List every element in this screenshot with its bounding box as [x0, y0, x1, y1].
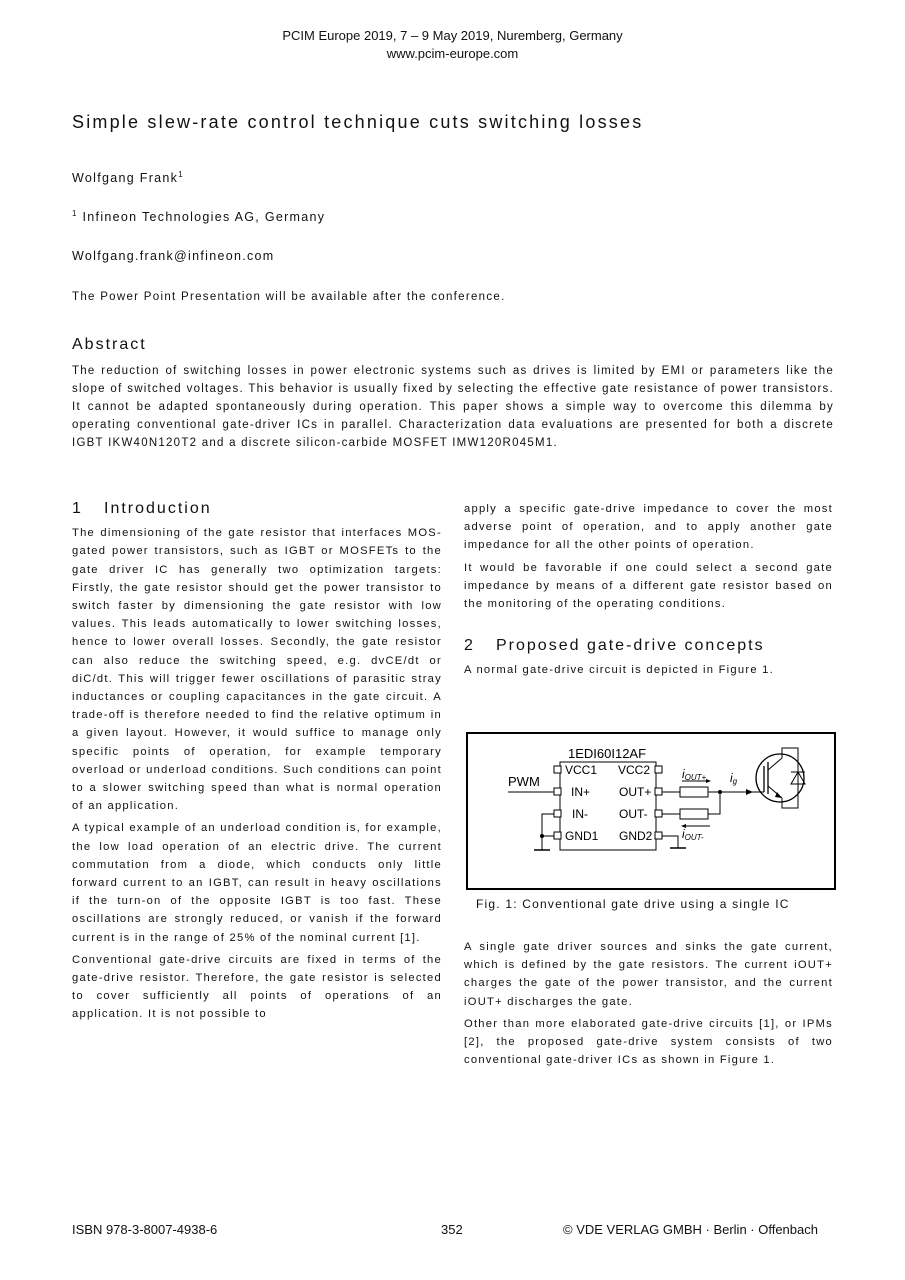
- section-1-number: 1: [72, 500, 83, 517]
- iout-plus-arrowhead: [706, 779, 711, 783]
- abstract-heading: Abstract: [72, 336, 147, 353]
- col2-paragraph-2: It would be favorable if one could select a second gate impedance by means of a different gate resistor based on the monitoring of the operating conditions.: [464, 561, 833, 611]
- pin-label-in-plus: IN+: [571, 785, 591, 799]
- pin-label-out-minus: OUT-: [619, 807, 648, 821]
- pin-gnd1: [554, 832, 561, 839]
- conference-website[interactable]: www.pcim-europe.com: [386, 46, 519, 61]
- pin-gnd2: [655, 832, 662, 839]
- section-2-heading: [464, 637, 833, 655]
- affiliation-line: [72, 209, 325, 224]
- author-superscript: 1: [178, 170, 184, 179]
- section-2-paragraph-1: A single gate driver sources and sinks the gate current, which is defined by the gate resistors. The current iOUT+ charges the gate of the power transistor, and the current iOUT+ discharges the gate.: [464, 941, 833, 1008]
- abstract-text: The reduction of switching losses in power electronic systems such as drives is limited by EMI or parameters like the slope of switched voltages. This behavior is usually fixed by selecting the effective gate resistance of power transistors. It cannot be adapted spontaneously during operation. This paper shows a simple way to overcome this dilemma by operating conventional gate-driver ICs in parallel. Characterization data evaluations are presented for both a discrete IGBT IKW40N120T2 and a discrete silicon-carbide MOSFET IMW120R045M1.: [72, 365, 834, 449]
- pin-label-gnd2: GND2: [619, 829, 653, 843]
- author-email[interactable]: Wolfgang.frank@infineon.com: [72, 249, 275, 263]
- presentation-note: The Power Point Presentation will be available after the conference.: [72, 291, 506, 303]
- pin-vcc1: [554, 766, 561, 773]
- pin-label-gnd1: GND1: [565, 829, 599, 843]
- gate-drive-schematic: [468, 734, 834, 888]
- right-column-lower: [464, 938, 833, 1073]
- pwm-label: PWM: [508, 774, 540, 789]
- pin-out-minus: [655, 810, 662, 817]
- author-name: Wolfgang Frank: [72, 171, 179, 186]
- left-column: [72, 500, 442, 1028]
- pin-out-plus: [655, 788, 662, 795]
- figure-1: [466, 732, 836, 890]
- footer-publisher: © VDE VERLAG GMBH · Berlin · Offenbach: [563, 1222, 818, 1237]
- ig-label: ig: [730, 771, 738, 786]
- out-minus-wire-2: [708, 792, 720, 814]
- ic-name: 1EDI60I12AF: [568, 746, 647, 761]
- col2-paragraph-1: apply a specific gate-drive impedance to cover the most adverse point of operation, and to apply another gate impedance for all the other points of operation.: [464, 503, 833, 552]
- author-line: [72, 170, 184, 185]
- section-2-paragraph-2: Other than more elaborated gate-drive circuits [1], or IPMs [2], the proposed gate-drive system consists of two conventional gate-driver ICs as shown in Figure 1.: [464, 1017, 833, 1067]
- in-minus-gnd-wire: [542, 814, 554, 836]
- pin-in-minus: [554, 810, 561, 817]
- iout-plus-label: iOUT+: [682, 767, 707, 782]
- igbt-collector: [768, 758, 782, 770]
- pin-in-plus: [554, 788, 561, 795]
- conference-header: [0, 27, 905, 63]
- footer-isbn: ISBN 978-3-8007-4938-6: [72, 1222, 218, 1237]
- intro-paragraph-1: The dimensioning of the gate resistor that interfaces MOS-gated power transistors, such as IGBT or MOSFETs to the gate driver IC has generally two optimization targets: Firstly, the gate resistor should get the power transistor to switch faster by dimensioning the gate resistor with low values. This leads automatically to lower switching losses, hence to lower overall losses. Secondly, the gate resistor can also reduce the switching speed, e.g. dvCE/dt or diC/dt. This will trigger fewer oscillations of parasitic stray inductances or coupling capacitances in the gate circuit. A trade-off is therefore needed to find the relative optimum in a given layout. However, it would suffice to manage only specific points of operation, for example temporary overload or underload conditions. Such conditions can point to a slower switching speed than what is normal operation of an application.: [72, 527, 442, 813]
- pin-label-vcc1: VCC1: [565, 763, 598, 777]
- section-2-intro: A normal gate-drive circuit is depicted in Figure 1.: [464, 664, 774, 677]
- right-column: [464, 500, 833, 684]
- paper-title: Simple slew-rate control technique cuts switching losses: [72, 112, 644, 132]
- section-2-number: 2: [464, 637, 475, 655]
- pin-label-out-plus: OUT+: [619, 785, 652, 799]
- conference-name: PCIM Europe 2019, 7 – 9 May 2019, Nuremberg, Germany: [282, 28, 623, 43]
- affiliation-superscript: 1: [72, 209, 78, 218]
- figure-1-caption: Fig. 1: Conventional gate drive using a single IC: [476, 897, 790, 911]
- affiliation: Infineon Technologies AG, Germany: [82, 210, 326, 225]
- section-1-title: Introduction: [104, 500, 212, 517]
- igbt-symbol: [756, 754, 804, 802]
- gnd2-wire: [662, 836, 678, 848]
- intro-paragraph-2: A typical example of an underload condition is, for example, the low load operation of an electric drive. The current commutation from a diode, which conducts only little forward current to an IGBT, can result in heavy oscillations if the turn-on of the opposite IGBT is too fast. These oscillations are strongly reduced, or vanish if the forward current is in the range of 25% of the nominal current [1].: [72, 822, 442, 944]
- ig-arrow: [746, 789, 753, 795]
- section-2-title: Proposed gate-drive concepts: [496, 637, 765, 655]
- iout-minus-label: iOUT-: [682, 827, 704, 842]
- out-plus-resistor: [680, 787, 708, 797]
- section-1-heading: [72, 500, 442, 518]
- pin-vcc2: [655, 766, 662, 773]
- pin-label-in-minus: IN-: [572, 807, 588, 821]
- intro-paragraph-3: Conventional gate-drive circuits are fixed in terms of the gate-drive resistor. Therefore, the gate resistor is selected to cover sufficiently all points of operations of an application. It is not possible to: [72, 953, 442, 1021]
- footer-page-number: 352: [441, 1222, 463, 1237]
- out-minus-resistor: [680, 809, 708, 819]
- igbt-diode-loop: [782, 748, 798, 808]
- pin-label-vcc2: VCC2: [618, 763, 651, 777]
